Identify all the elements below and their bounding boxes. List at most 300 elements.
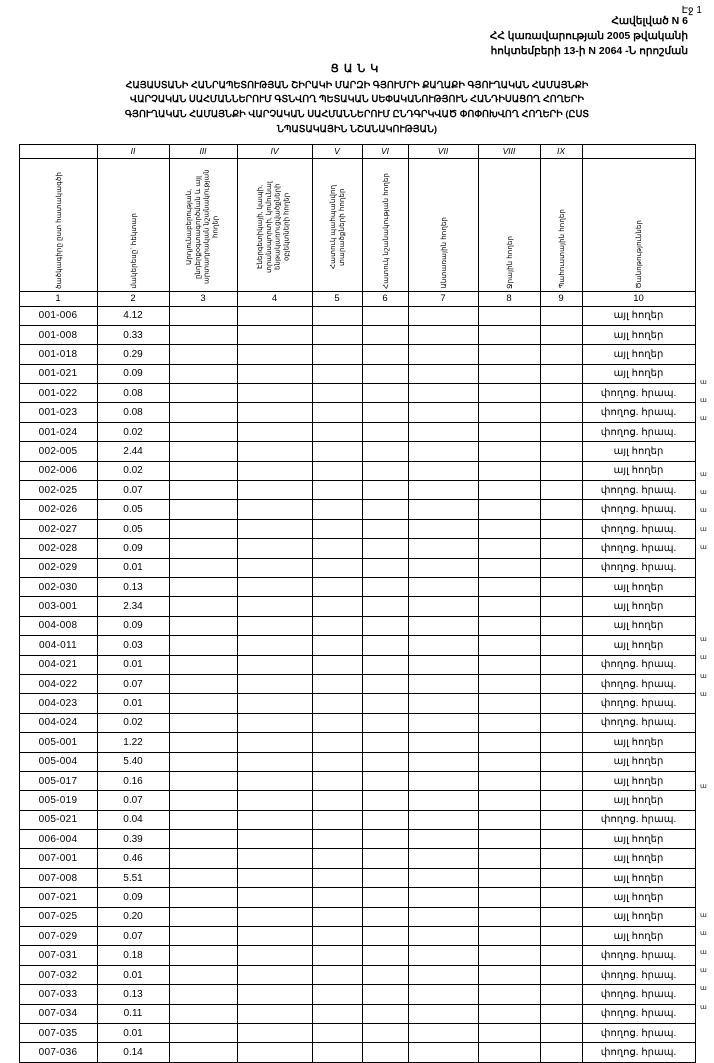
cell-reserve: [540, 674, 582, 693]
cell-forest: [408, 442, 478, 461]
cell-protected: [312, 578, 362, 597]
cell-infrastructure: [237, 965, 312, 984]
cell-industry: [169, 655, 237, 674]
annex-header: [10, 14, 704, 60]
cell-reserve: [540, 694, 582, 713]
cell-plan-code: 004-022: [19, 674, 97, 693]
cell-protected: [312, 985, 362, 1004]
cell-special: [362, 946, 408, 965]
cell-infrastructure: [237, 927, 312, 946]
cell-protected: [312, 830, 362, 849]
cell-infrastructure: [237, 325, 312, 344]
cell-reserve: [540, 810, 582, 829]
decision-gov-year: ՀՀ կառավարության 2005 թվականի: [489, 30, 688, 43]
cell-reserve: [540, 422, 582, 441]
column-header-area: մակերեսը` հեկտար: [97, 158, 169, 291]
cell-special: [362, 539, 408, 558]
cell-plan-code: 004-011: [19, 636, 97, 655]
cell-reserve: [540, 597, 582, 616]
cell-notes: այլ հողեր: [582, 578, 695, 597]
table-roman-header-row: [19, 144, 695, 158]
margin-mark: [700, 852, 714, 870]
cell-special: [362, 868, 408, 887]
cell-special: [362, 558, 408, 577]
cell-forest: [408, 1023, 478, 1042]
cell-infrastructure: [237, 849, 312, 868]
cell-forest: [408, 655, 478, 674]
cell-industry: [169, 519, 237, 538]
cell-plan-code: 007-029: [19, 927, 97, 946]
cell-forest: [408, 888, 478, 907]
cell-forest: [408, 384, 478, 403]
cell-area: 0.39: [97, 830, 169, 849]
cell-reserve: [540, 384, 582, 403]
cell-infrastructure: [237, 364, 312, 383]
cell-notes: փողոց. հրապ.: [582, 694, 695, 713]
margin-mark: [700, 815, 714, 833]
cell-protected: [312, 461, 362, 480]
cell-protected: [312, 558, 362, 577]
cell-infrastructure: [237, 907, 312, 926]
cell-infrastructure: [237, 442, 312, 461]
table-row: [19, 306, 695, 325]
cell-infrastructure: [237, 985, 312, 1004]
cell-forest: [408, 868, 478, 887]
margin-mark: ա: [700, 654, 707, 662]
cell-protected: [312, 655, 362, 674]
cell-special: [362, 442, 408, 461]
margin-mark: ա: [700, 783, 707, 791]
roman-cell-1: [19, 144, 97, 158]
cell-industry: [169, 985, 237, 1004]
cell-special: [362, 830, 408, 849]
cell-water: [478, 733, 540, 752]
cell-plan-code: 002-027: [19, 519, 97, 538]
cell-reserve: [540, 965, 582, 984]
cell-water: [478, 868, 540, 887]
title-line-2: ՎԱՐՉԱԿԱՆ ՍԱՀՄԱՆՆԵՐՈՒՄ ԳՏՆՎՈՂ ՊԵՏԱԿԱՆ ՍԵՓԱԿԱՆՈՒԹՅՈՒՆ ՀԱՆԴԻՍԱՑՈՂ ՀՈՂԵՐԻ: [130, 94, 584, 106]
cell-area: 2.44: [97, 442, 169, 461]
cell-water: [478, 965, 540, 984]
cell-forest: [408, 830, 478, 849]
table-row: [19, 849, 695, 868]
cell-area: 0.01: [97, 965, 169, 984]
cell-industry: [169, 946, 237, 965]
cell-protected: [312, 384, 362, 403]
roman-cell-10: [582, 144, 695, 158]
cell-special: [362, 1004, 408, 1023]
cell-reserve: [540, 500, 582, 519]
cell-infrastructure: [237, 713, 312, 732]
cell-area: 0.07: [97, 927, 169, 946]
table-row: [19, 578, 695, 597]
cell-industry: [169, 325, 237, 344]
cell-industry: [169, 384, 237, 403]
cell-notes: փողոց. հրապ.: [582, 965, 695, 984]
cell-area: 0.01: [97, 655, 169, 674]
cell-reserve: [540, 927, 582, 946]
cell-reserve: [540, 1004, 582, 1023]
cell-plan-code: 005-021: [19, 810, 97, 829]
cell-infrastructure: [237, 403, 312, 422]
cell-industry: [169, 597, 237, 616]
cell-protected: [312, 927, 362, 946]
cell-reserve: [540, 306, 582, 325]
margin-mark: [700, 594, 714, 612]
cell-water: [478, 888, 540, 907]
cell-plan-code: 007-036: [19, 1043, 97, 1062]
table-row: [19, 965, 695, 984]
margin-mark: ա: [700, 636, 707, 644]
cell-plan-code: 004-021: [19, 655, 97, 674]
margin-mark: ա: [700, 672, 707, 680]
cell-forest: [408, 422, 478, 441]
cell-infrastructure: [237, 500, 312, 519]
cell-industry: [169, 345, 237, 364]
roman-cell-4: IV: [237, 144, 312, 158]
cell-industry: [169, 578, 237, 597]
cell-reserve: [540, 733, 582, 752]
cell-notes: փողոց. հրապ.: [582, 500, 695, 519]
cell-protected: [312, 442, 362, 461]
cell-industry: [169, 733, 237, 752]
cell-infrastructure: [237, 1004, 312, 1023]
cell-reserve: [540, 907, 582, 926]
cell-plan-code: 002-030: [19, 578, 97, 597]
document-title: [10, 79, 704, 138]
table-caption-row: [19, 158, 695, 291]
cell-special: [362, 888, 408, 907]
cell-area: 0.11: [97, 1004, 169, 1023]
cell-notes: այլ հողեր: [582, 907, 695, 926]
column-number-7: 7: [408, 291, 478, 306]
cell-infrastructure: [237, 830, 312, 849]
cell-notes: այլ հողեր: [582, 868, 695, 887]
cell-water: [478, 830, 540, 849]
table-row: [19, 364, 695, 383]
cell-infrastructure: [237, 946, 312, 965]
cell-special: [362, 810, 408, 829]
margin-mark: [700, 870, 714, 888]
table-row: [19, 616, 695, 635]
cell-industry: [169, 636, 237, 655]
cell-protected: [312, 791, 362, 810]
cell-water: [478, 519, 540, 538]
margin-mark: [700, 889, 714, 907]
cell-notes: այլ հողեր: [582, 752, 695, 771]
table-row: [19, 519, 695, 538]
cell-protected: [312, 616, 362, 635]
table-row: [19, 694, 695, 713]
cell-area: 0.07: [97, 791, 169, 810]
cell-industry: [169, 771, 237, 790]
cell-industry: [169, 461, 237, 480]
cell-area: 5.40: [97, 752, 169, 771]
margin-mark: ա: [700, 415, 707, 423]
column-number-2: 2: [97, 291, 169, 306]
cell-water: [478, 694, 540, 713]
margin-mark: ա: [700, 930, 707, 938]
column-number-10: 10: [582, 291, 695, 306]
cell-water: [478, 616, 540, 635]
cell-notes: այլ հողեր: [582, 597, 695, 616]
cell-plan-code: 003-001: [19, 597, 97, 616]
roman-cell-2: II: [97, 144, 169, 158]
cell-protected: [312, 403, 362, 422]
cell-plan-code: 007-008: [19, 868, 97, 887]
cell-water: [478, 461, 540, 480]
cell-industry: [169, 1004, 237, 1023]
cell-special: [362, 306, 408, 325]
cell-notes: այլ հողեր: [582, 306, 695, 325]
cell-industry: [169, 539, 237, 558]
cell-protected: [312, 481, 362, 500]
cell-notes: փողոց. հրապ.: [582, 481, 695, 500]
cell-plan-code: 001-023: [19, 403, 97, 422]
cell-special: [362, 752, 408, 771]
cell-protected: [312, 810, 362, 829]
cell-infrastructure: [237, 810, 312, 829]
cell-protected: [312, 325, 362, 344]
column-number-8: 8: [478, 291, 540, 306]
cell-special: [362, 345, 408, 364]
column-number-1: 1: [19, 291, 97, 306]
table-row: [19, 771, 695, 790]
cell-protected: [312, 713, 362, 732]
cell-infrastructure: [237, 519, 312, 538]
cell-water: [478, 946, 540, 965]
margin-mark: ա: [700, 525, 707, 533]
cell-forest: [408, 578, 478, 597]
cell-industry: [169, 830, 237, 849]
cell-water: [478, 1043, 540, 1062]
cell-special: [362, 384, 408, 403]
cell-special: [362, 1043, 408, 1062]
cell-area: 0.01: [97, 1023, 169, 1042]
cell-plan-code: 002-026: [19, 500, 97, 519]
cell-plan-code: 005-019: [19, 791, 97, 810]
cell-reserve: [540, 578, 582, 597]
cell-protected: [312, 888, 362, 907]
cell-protected: [312, 539, 362, 558]
cell-infrastructure: [237, 888, 312, 907]
cell-water: [478, 306, 540, 325]
cell-plan-code: 004-023: [19, 694, 97, 713]
cell-forest: [408, 558, 478, 577]
cell-special: [362, 403, 408, 422]
margin-mark: [700, 429, 714, 447]
cell-notes: փողոց. հրապ.: [582, 810, 695, 829]
cell-forest: [408, 325, 478, 344]
cell-reserve: [540, 655, 582, 674]
cell-industry: [169, 481, 237, 500]
cell-special: [362, 674, 408, 693]
table-row: [19, 636, 695, 655]
cell-area: 0.20: [97, 907, 169, 926]
cell-industry: [169, 888, 237, 907]
column-number-3: 3: [169, 291, 237, 306]
margin-mark: ա: [700, 691, 707, 699]
margin-mark: ա: [700, 948, 707, 956]
margin-mark: [700, 318, 714, 336]
cell-area: 0.02: [97, 461, 169, 480]
cell-industry: [169, 422, 237, 441]
cell-notes: փողոց. հրապ.: [582, 384, 695, 403]
cell-water: [478, 907, 540, 926]
cell-notes: այլ հողեր: [582, 345, 695, 364]
cell-industry: [169, 500, 237, 519]
table-row: [19, 907, 695, 926]
cell-infrastructure: [237, 558, 312, 577]
table-row: [19, 946, 695, 965]
cell-area: 0.29: [97, 345, 169, 364]
cell-reserve: [540, 849, 582, 868]
cell-area: 0.14: [97, 1043, 169, 1062]
cell-reserve: [540, 461, 582, 480]
cell-area: 0.08: [97, 403, 169, 422]
cell-infrastructure: [237, 636, 312, 655]
cell-special: [362, 500, 408, 519]
cell-notes: այլ հողեր: [582, 927, 695, 946]
cell-forest: [408, 965, 478, 984]
cell-infrastructure: [237, 384, 312, 403]
cell-protected: [312, 1004, 362, 1023]
cell-infrastructure: [237, 422, 312, 441]
cell-notes: այլ հողեր: [582, 733, 695, 752]
cell-notes: այլ հողեր: [582, 888, 695, 907]
table-row: [19, 1004, 695, 1023]
cell-water: [478, 558, 540, 577]
cell-plan-code: 002-025: [19, 481, 97, 500]
page-number: Էջ 1: [681, 5, 702, 16]
cell-infrastructure: [237, 655, 312, 674]
column-header-notes: Ծանոթություններ: [582, 158, 695, 291]
cell-notes: այլ հողեր: [582, 325, 695, 344]
table-row: [19, 597, 695, 616]
column-header-infrastructure: Էներգետիկայի, կապի, տրանսպորտի, կոմունալ ենթակառուցվածքների օբյեկտների հողեր: [237, 158, 312, 291]
cell-reserve: [540, 888, 582, 907]
cell-special: [362, 481, 408, 500]
cell-plan-code: 007-031: [19, 946, 97, 965]
cell-special: [362, 597, 408, 616]
cell-industry: [169, 868, 237, 887]
cell-plan-code: 002-005: [19, 442, 97, 461]
cell-industry: [169, 306, 237, 325]
cell-protected: [312, 907, 362, 926]
table-row: [19, 752, 695, 771]
margin-mark: [700, 557, 714, 575]
cell-reserve: [540, 830, 582, 849]
cell-forest: [408, 985, 478, 1004]
cell-special: [362, 927, 408, 946]
cell-plan-code: 001-008: [19, 325, 97, 344]
cell-special: [362, 655, 408, 674]
margin-mark: [700, 355, 714, 373]
cell-water: [478, 539, 540, 558]
table-row: [19, 868, 695, 887]
cell-reserve: [540, 1043, 582, 1062]
table-row: [19, 442, 695, 461]
roman-cell-6: VI: [362, 144, 408, 158]
cell-notes: այլ հողեր: [582, 616, 695, 635]
cell-industry: [169, 849, 237, 868]
cell-reserve: [540, 791, 582, 810]
cell-plan-code: 001-006: [19, 306, 97, 325]
cell-industry: [169, 965, 237, 984]
margin-mark: ա: [700, 396, 707, 404]
table-row: [19, 985, 695, 1004]
table-row: [19, 713, 695, 732]
cell-protected: [312, 674, 362, 693]
cell-protected: [312, 306, 362, 325]
cell-plan-code: 007-034: [19, 1004, 97, 1023]
cell-forest: [408, 927, 478, 946]
margin-mark: [700, 797, 714, 815]
margin-mark: ա: [700, 507, 707, 515]
cell-special: [362, 733, 408, 752]
cell-plan-code: 001-021: [19, 364, 97, 383]
cell-reserve: [540, 985, 582, 1004]
table-row: [19, 461, 695, 480]
cell-notes: այլ հողեր: [582, 771, 695, 790]
roman-cell-7: VII: [408, 144, 478, 158]
cell-industry: [169, 364, 237, 383]
table-row: [19, 1043, 695, 1062]
cell-area: 0.08: [97, 384, 169, 403]
cell-industry: [169, 558, 237, 577]
cell-infrastructure: [237, 771, 312, 790]
cell-area: 5.51: [97, 868, 169, 887]
cell-protected: [312, 345, 362, 364]
cell-notes: փողոց. հրապ.: [582, 519, 695, 538]
cell-infrastructure: [237, 597, 312, 616]
cell-special: [362, 422, 408, 441]
cell-industry: [169, 810, 237, 829]
cell-plan-code: 002-029: [19, 558, 97, 577]
cell-industry: [169, 442, 237, 461]
cell-protected: [312, 752, 362, 771]
cell-water: [478, 384, 540, 403]
cell-water: [478, 771, 540, 790]
cell-protected: [312, 422, 362, 441]
cell-reserve: [540, 636, 582, 655]
margin-mark: [700, 705, 714, 723]
cell-area: 0.09: [97, 888, 169, 907]
cell-water: [478, 713, 540, 732]
cell-infrastructure: [237, 752, 312, 771]
cell-notes: փողոց. հրապ.: [582, 1004, 695, 1023]
cell-industry: [169, 713, 237, 732]
cell-industry: [169, 616, 237, 635]
table-row: [19, 733, 695, 752]
table-column-number-row: [19, 291, 695, 306]
column-header-reserve: Պահուստային հողեր: [540, 158, 582, 291]
cell-area: 0.02: [97, 422, 169, 441]
cell-special: [362, 849, 408, 868]
cell-industry: [169, 1023, 237, 1042]
column-header-industry: Արդյունաբերության, ընդերքօգտագործման և այլ արտադրական նշանակության հողեր: [169, 158, 237, 291]
table-row: [19, 888, 695, 907]
title-line-3: ԳՅՈՒՂԱԿԱՆ ՀԱՄԱՅՆՔԻ ՎԱՐՉԱԿԱՆ ՍԱՀՄԱՆՆԵՐՈՒՄ ԸՆԴԳՐԿՎԱԾ ՓՈՓՈԽՎՈՂ ՀՈՂԵՐԻ (ԸՍՏ: [124, 109, 590, 121]
cell-protected: [312, 1043, 362, 1062]
cell-reserve: [540, 713, 582, 732]
cell-infrastructure: [237, 733, 312, 752]
margin-mark: ա: [700, 378, 707, 386]
cell-protected: [312, 519, 362, 538]
cell-forest: [408, 519, 478, 538]
cell-area: 0.46: [97, 849, 169, 868]
cell-water: [478, 985, 540, 1004]
